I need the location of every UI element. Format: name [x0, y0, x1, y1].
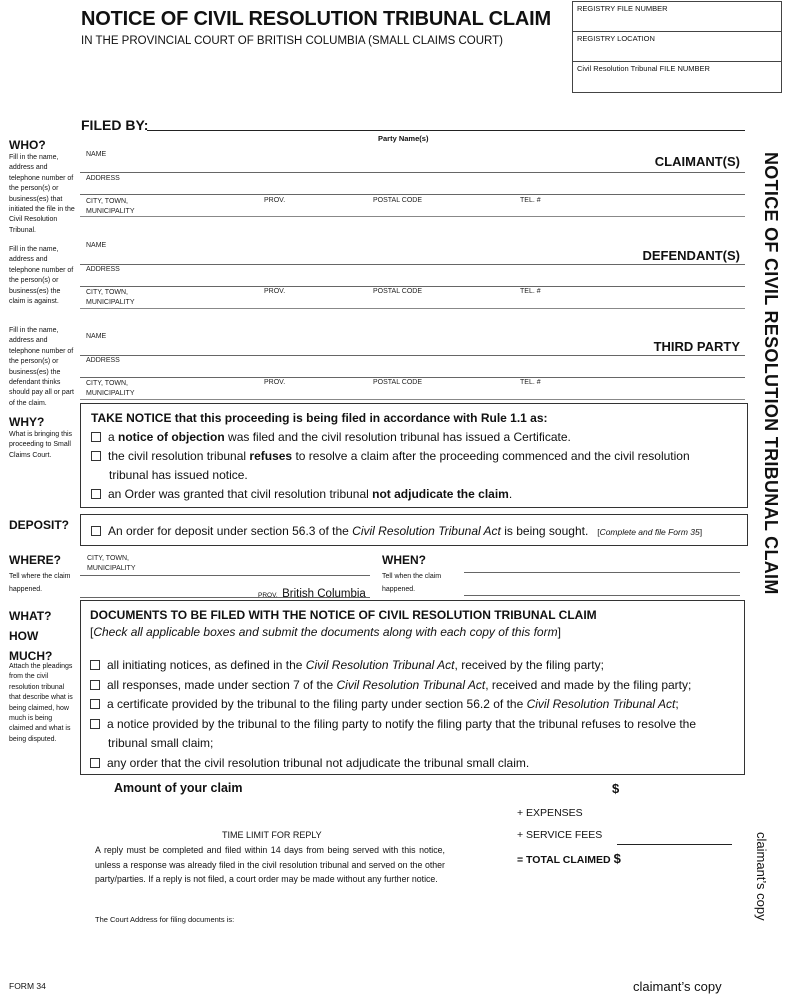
time-limit-body: A reply must be completed and filed within 14 days from being served with this notice, unless a response was already filed in the civil resolution tribunal and served on the other party/parties. If a reply is not filed, a court order may be made without any further notice.: [95, 845, 445, 885]
claimant-postal-label: POSTAL CODE: [373, 197, 423, 204]
defendant-name-input[interactable]: [80, 264, 745, 265]
third-party-address-input[interactable]: [80, 377, 745, 378]
deposit-checkbox[interactable]: [91, 526, 101, 536]
what-note: Attach the pleadings from the civil resolution tribunal that describe what is being claimed, how much is being claimed and what is being disputed.: [9, 663, 73, 743]
service-fees-label: + SERVICE FEES: [517, 829, 603, 841]
registry-location-label: REGISTRY LOCATION: [577, 34, 655, 43]
doc-item-2: all responses, made under section 7 of the Civil Resolution Tribunal Act, received and made by the filing party;: [90, 676, 735, 696]
deposit-box: An order for deposit under section 56.3 of the Civil Resolution Tribunal Act is being sought. [Complete and file Form 35]: [80, 514, 748, 546]
claimant-address-input[interactable]: [80, 194, 745, 195]
defendant-label: DEFENDANT(S): [642, 248, 740, 263]
third-party-address-label: ADDRESS: [86, 357, 120, 364]
amount-input[interactable]: [624, 780, 739, 798]
where-heading: WHERE?: [9, 553, 61, 567]
doc-item-3-checkbox[interactable]: [90, 699, 100, 709]
why-note: What is bringing this proceeding to Small Claims Court.: [9, 431, 73, 459]
documents-title: DOCUMENTS TO BE FILED WITH THE NOTICE OF CIVIL RESOLUTION TRIBUNAL CLAIM: [90, 608, 597, 622]
form-number: FORM 34: [9, 981, 46, 991]
defendant-address-input[interactable]: [80, 286, 745, 287]
who-heading: WHO?: [9, 138, 46, 152]
total-claimed: = TOTAL CLAIMED $: [517, 851, 621, 866]
claimant-city-input[interactable]: [80, 216, 745, 217]
documents-box: [80, 600, 745, 775]
court-address-label: The Court Address for filing documents is:: [95, 915, 235, 924]
doc-item-1: all initiating notices, as defined in the Civil Resolution Tribunal Act, received by the filing party;: [90, 656, 735, 676]
registry-location-field[interactable]: [573, 32, 781, 62]
claimant-tel-label: TEL. #: [520, 197, 541, 204]
registry-box: [572, 1, 782, 93]
where-city-label: CITY, TOWN, MUNICIPALITY: [87, 555, 136, 572]
when-heading: WHEN?: [382, 553, 426, 567]
why-option-3-checkbox[interactable]: [91, 489, 101, 499]
third-party-name-label: NAME: [86, 333, 107, 340]
registry-file-number-field[interactable]: [573, 2, 781, 32]
why-option-1-checkbox[interactable]: [91, 432, 101, 442]
page-title: NOTICE OF CIVIL RESOLUTION TRIBUNAL CLAIM: [81, 8, 551, 30]
why-option-2-checkbox[interactable]: [91, 451, 101, 461]
registry-file-number-label: REGISTRY FILE NUMBER: [577, 4, 668, 13]
doc-item-4: a notice provided by the tribunal to the filing party to notify the filing party that the tribunal refuses to resolve the: [90, 715, 735, 735]
third-party-tel-label: TEL. #: [520, 379, 541, 386]
side-vertical-copy-label: claimant’s copy: [754, 832, 769, 921]
where-note: Tell where the claim happened.: [9, 573, 71, 593]
claimant-note: Fill in the name, address and telephone number of the person(s) or business(es) that initiated the file in the Civil Resolution Tribunal.: [9, 154, 75, 234]
page-subtitle: IN THE PROVINCIAL COURT OF BRITISH COLUMBIA (SMALL CLAIMS COURT): [81, 35, 503, 47]
why-intro: TAKE NOTICE that this proceeding is being filed in accordance with Rule 1.1 as:: [91, 411, 548, 425]
defendant-city-label: CITY, TOWN, MUNICIPALITY: [86, 289, 135, 306]
doc-item-1-checkbox[interactable]: [90, 660, 100, 670]
claimant-address-label: ADDRESS: [86, 175, 120, 182]
why-option-1: a notice of objection was filed and the civil resolution tribunal has issued a Certificate.: [91, 428, 737, 447]
side-vertical-title: NOTICE OF CIVIL RESOLUTION TRIBUNAL CLAIM: [761, 152, 781, 595]
amount-currency: $: [612, 781, 620, 796]
doc-item-4-cont: tribunal small claim;: [108, 736, 214, 750]
filed-by-input[interactable]: [147, 130, 745, 131]
crt-file-number-label: Civil Resolution Tribunal FILE NUMBER: [577, 64, 710, 73]
claimant-name-label: NAME: [86, 151, 107, 158]
footer-copy-label: claimant’s copy: [633, 979, 722, 994]
defendant-address-label: ADDRESS: [86, 266, 120, 273]
where-prov: PROV. British Columbia: [258, 588, 366, 600]
claimant-city-label: CITY, TOWN, MUNICIPALITY: [86, 198, 135, 215]
amount-label: Amount of your claim: [114, 781, 243, 795]
expenses-label: + EXPENSES: [517, 807, 583, 819]
filed-by-label: FILED BY:: [81, 117, 149, 133]
party-names-caption: Party Name(s): [378, 134, 429, 143]
documents-instructions: [Check all applicable boxes and submit the documents along with each copy of this form]: [90, 625, 561, 639]
claimant-prov-label: PROV.: [264, 197, 286, 204]
why-option-2: the civil resolution tribunal refuses to resolve a claim after the proceeding commenced and the civil resolution: [91, 447, 737, 466]
when-input-2[interactable]: [464, 595, 740, 596]
claimant-label: CLAIMANT(S): [654, 154, 740, 169]
defendant-note: Fill in the name, address and telephone number of the person(s) or business(es) the claim is against.: [9, 246, 74, 306]
third-party-note: Fill in the name, address and telephone number of the person(s) or business(es) the defendant thinks should pay all or part of the claim.: [9, 327, 74, 407]
third-party-label: THIRD PARTY: [653, 339, 740, 354]
why-option-3: an Order was granted that civil resolution tribunal not adjudicate the claim.: [91, 485, 737, 504]
why-heading: WHY?: [9, 415, 45, 429]
defendant-prov-label: PROV.: [264, 288, 286, 295]
third-party-city-label: CITY, TOWN, MUNICIPALITY: [86, 380, 135, 397]
third-party-prov-label: PROV.: [264, 379, 286, 386]
defendant-postal-label: POSTAL CODE: [373, 288, 423, 295]
when-input-1[interactable]: [464, 572, 740, 573]
where-prov-line: [80, 597, 370, 598]
doc-item-4-checkbox[interactable]: [90, 719, 100, 729]
doc-item-3: a certificate provided by the tribunal to the filing party under section 56.2 of the Civil Resolution Tribunal Act;: [90, 695, 735, 715]
third-party-name-input[interactable]: [80, 355, 745, 356]
service-fees-input[interactable]: [617, 844, 732, 845]
where-city-input[interactable]: [80, 575, 370, 576]
deposit-heading: DEPOSIT?: [9, 518, 70, 532]
doc-item-5: any order that the civil resolution tribunal not adjudicate the tribunal small claim.: [90, 754, 735, 774]
crt-file-number-field[interactable]: [573, 62, 781, 92]
why-option-2-cont: tribunal has issued notice.: [109, 468, 248, 482]
defendant-city-input[interactable]: [80, 308, 745, 309]
claimant-name-input[interactable]: [80, 172, 745, 173]
defendant-tel-label: TEL. #: [520, 288, 541, 295]
what-heading: WHAT? HOW MUCH?: [9, 609, 53, 663]
time-limit-heading: TIME LIMIT FOR REPLY: [222, 830, 322, 840]
when-note: Tell when the claim happened.: [382, 573, 442, 593]
why-box: [80, 403, 748, 508]
doc-item-2-checkbox[interactable]: [90, 680, 100, 690]
third-party-postal-label: POSTAL CODE: [373, 379, 423, 386]
doc-item-5-checkbox[interactable]: [90, 758, 100, 768]
third-party-city-input[interactable]: [80, 399, 745, 400]
defendant-name-label: NAME: [86, 242, 107, 249]
